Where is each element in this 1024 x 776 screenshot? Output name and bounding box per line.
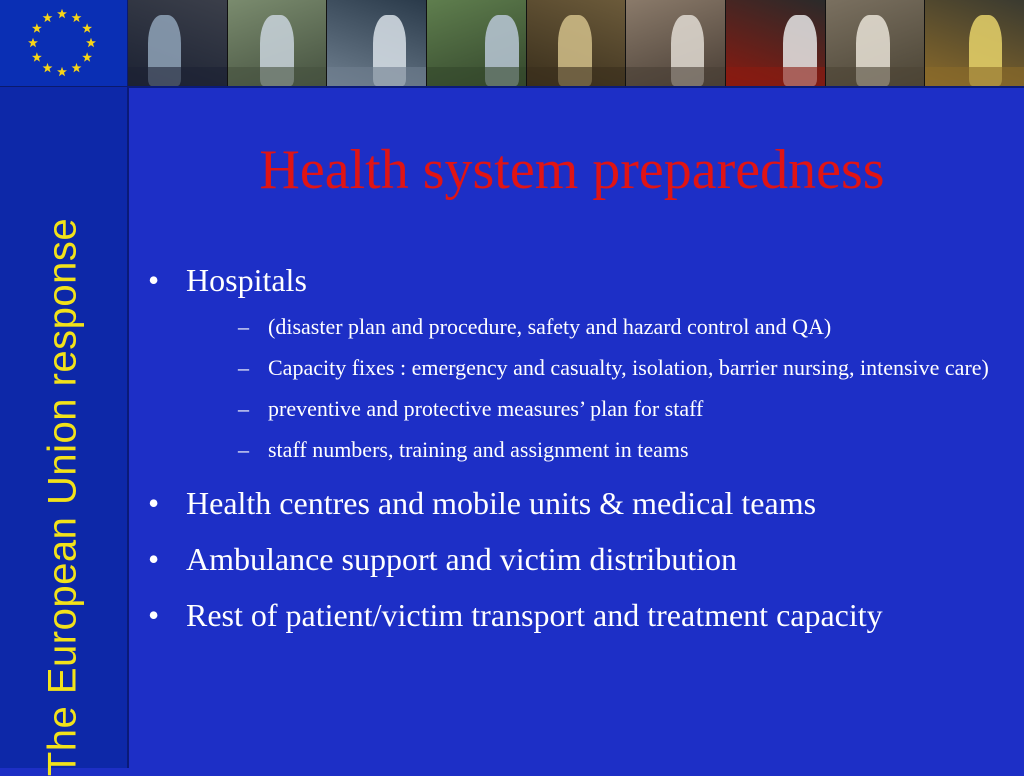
bullet-item [148,483,1003,523]
photo-protective-hood [925,0,1024,86]
sidebar [0,87,129,776]
sub-bullet-text: Capacity fixes : emergency and casualty, isolation, barrier nursing, intensive care) [268,355,989,380]
bullet-item [148,595,1003,635]
bullet-item [148,260,1003,467]
sub-bullet-text: staff numbers, training and assignment in teams [268,437,689,462]
slide-title: Health system preparedness [259,139,885,201]
photo-street-crowd [626,0,726,86]
sub-bullet-item [186,351,1003,385]
bullet-text: Ambulance support and victim distribution [186,541,738,577]
bullet-item [148,539,1003,579]
bullet-marker: • [148,597,160,633]
sub-bullet-marker: – [238,355,249,380]
sub-bullet-text: preventive and protective measures’ plan for staff [268,396,704,421]
sub-bullet-marker: – [238,314,249,339]
bullet-text: Hospitals [186,262,307,298]
bullet-marker: • [148,485,160,521]
bullet-text: Health centres and mobile units & medical teams [186,485,817,521]
sub-bullet-item [186,433,1003,467]
photo-ground [726,67,825,86]
sub-bullet-list [186,310,1003,467]
eu-stars-icon [0,0,127,86]
photo-strip [128,0,1024,88]
photo-street-hazmat [228,0,328,86]
photo-outdoor-team [427,0,527,86]
photo-ground [527,67,626,86]
sub-bullet-item [186,310,1003,344]
bullet-text: Rest of patient/victim transport and treatment capacity [186,597,883,633]
sub-bullet-item [186,392,1003,426]
photo-ground [925,67,1024,86]
photo-ground [826,67,925,86]
slide-content [128,88,1024,768]
photo-ground [327,67,426,86]
sub-bullet-marker: – [238,396,249,421]
sub-bullet-marker: – [238,437,249,462]
photo-responder-mask [726,0,826,86]
bullet-list [148,260,1003,651]
photo-hazmat-suits [327,0,427,86]
sub-bullet-text: (disaster plan and procedure, safety and hazard control and QA) [268,314,832,339]
photo-ground [626,67,725,86]
eu-flag [0,0,128,87]
bullet-marker: • [148,541,160,577]
photo-equipment [527,0,627,86]
photo-ground [427,67,526,86]
sidebar-vertical-title: The European Union response [40,217,85,776]
photo-ground [128,67,227,86]
bullet-marker: • [148,262,160,298]
photo-lab-work [826,0,926,86]
photo-ground [228,67,327,86]
photo-control-room [128,0,228,86]
